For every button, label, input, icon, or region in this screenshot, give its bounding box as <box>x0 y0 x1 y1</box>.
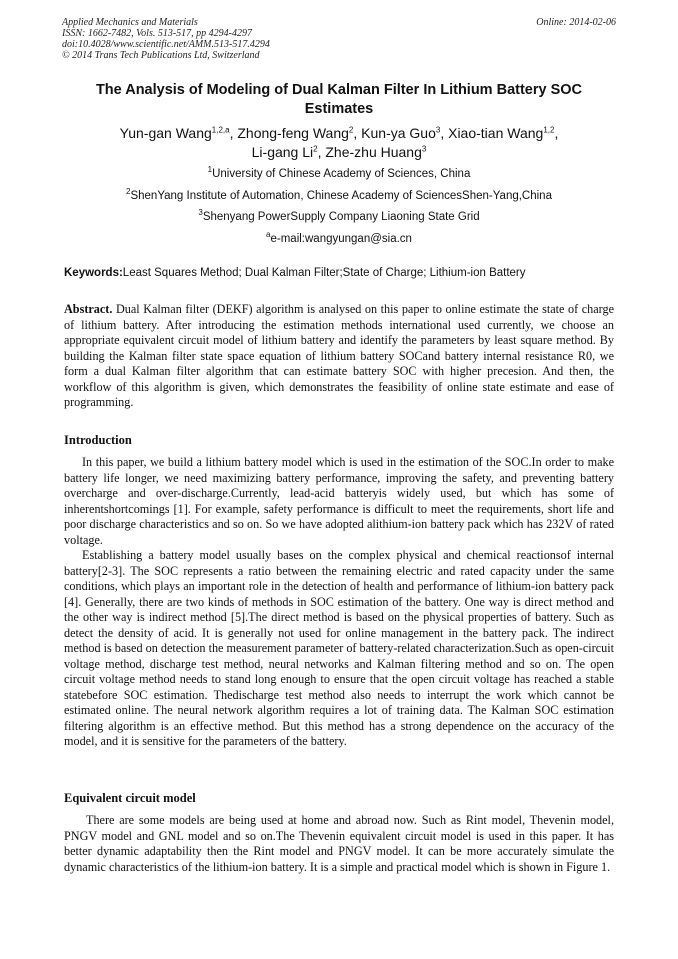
journal-header <box>62 17 462 61</box>
author-affil-mark: 1,2,a <box>211 125 230 135</box>
paragraph: Establishing a battery model usually bases on the complex physical and chemical reactionsof internal battery[2-3]. The SOC represents a ratio between the remaining electric and rated capacity under the same conditions, which plays an important role in the detection of health and performance of lithium-ion battery pack [4]. Generally, there are two kinds of methods in SOC estimation of the battery. One way is direct method and the other way is indirect method [5].The direct method is based on the physical properties of battery. Such as detect the density of acid. It is generally not used for online management in the battery pack. The indirect method is based on detection the measurement parameter of battery-related characterization.Such as open-circuit voltage method, discharge test method, neural networks and Kalman filtering method and so on. The open circuit voltage method needs to stand long enough to ensure that the open circuit voltage has reached a stable statebefore SOC estimation. Thedischarge test method also needs to interrupt the work which cannot be estimated online. The neural network algorithm requires a lot of training data. The Kalman SOC estimation filtering algorithm is an effective method. But this method has a strong dependence on the accuracy of the model, and it is sensitive for the parameters of the battery. <box>64 548 614 748</box>
author-name: Xiao-tian Wang <box>448 125 544 141</box>
author-email <box>62 232 616 246</box>
doi-line: doi:10.4028/www.scientific.net/AMM.513-517.4294 <box>62 39 270 50</box>
author-affil-mark: 1,2 <box>543 125 555 135</box>
introduction-body <box>64 455 614 750</box>
affiliation-text: ShenYang Institute of Automation, Chinese Academy of SciencesShen-Yang,China <box>130 190 552 202</box>
author-affil-mark: 2 <box>348 125 354 135</box>
paper-title: The Analysis of Modeling of Dual Kalman Filter In Lithium Battery SOC Estimates <box>95 82 583 117</box>
keywords-label: Keywords: <box>64 267 123 279</box>
abstract <box>64 302 614 411</box>
author-list: Yun-gan Wang$^{1,2,a}$, Zhong-feng Wang$^2$, Kun-ya Guo$^3$, Xiao-tian Wang$^{1,2}$, Li-gang Li$^2$, Zhe-zhu Huang$^3$ <box>119 125 559 160</box>
copyright-line: © 2014 Trans Tech Publications Ltd, Switzerland <box>62 50 260 61</box>
affiliation-mark: 1 <box>207 165 213 175</box>
journal-name: Applied Mechanics and Materials <box>62 17 198 28</box>
issn-line: ISSN: 1662-7482, Vols. 513-517, pp 4294-4297 <box>62 28 252 39</box>
abstract-label: Abstract. <box>64 302 113 316</box>
author-affil-mark: 2 <box>313 144 318 154</box>
author-name: Zhe-zhu Huang <box>325 144 422 160</box>
affiliation-2 <box>62 189 616 203</box>
section-heading-equivalent-circuit: Equivalent circuit model <box>64 791 196 805</box>
email-text: e-mail:wangyungan@sia.cn <box>270 233 412 245</box>
affiliation-3 <box>62 210 616 224</box>
paragraph: There are some models are being used at home and abroad now. Such as Rint model, Thevenin model, PNGV model and GNL model and so on.The Thevenin equivalent circuit model is used in this paper. It has better dynamic adaptability then the Rint model and PNGV model. It can be more accurately simulate the dynamic characteristics of the lithium-ion battery. It is a simple and practical model which is shown in Figure 1. <box>64 813 614 874</box>
section-heading-introduction: Introduction <box>64 433 132 447</box>
affiliation-text: University of Chinese Academy of Sciences, China <box>212 168 471 180</box>
affiliation-1 <box>62 167 616 181</box>
author-name: Yun-gan Wang <box>119 125 212 141</box>
affiliation-mark: a <box>266 230 271 240</box>
abstract-text: Dual Kalman filter (DEKF) algorithm is analysed on this paper to online estimate the state of charge of lithium battery. After introducing the estimation methods international used currently, we choose an appropriate equivalent circuit model of lithium battery and identify the parameters by least square method. By building the Kalman filter state space equation of lithium battery SOCand battery internal resistance R0, we form a dual Kalman filter algorithm that can estimate battery SOC with higher precesion. And then, the workflow of this algorithm is given, which demonstrates the feasibility of online state estimate and ease of programming. <box>64 302 614 409</box>
affiliation-mark: 2 <box>126 187 131 197</box>
affiliation-text: Shenyang PowerSupply Company Liaoning State Grid <box>202 211 480 223</box>
equivalent-body <box>64 813 614 875</box>
author-name: Zhong-feng Wang <box>237 125 349 141</box>
author-name: Kun-ya Guo <box>361 125 436 141</box>
affiliation-mark: 3 <box>198 208 203 218</box>
author-affil-mark: 3 <box>421 144 427 154</box>
keywords-text: Least Squares Method; Dual Kalman Filter;State of Charge; Lithium-ion Battery <box>122 267 526 279</box>
author-name: Li-gang Li <box>251 144 314 160</box>
keywords <box>64 266 624 280</box>
author-affil-mark: 3 <box>435 125 441 135</box>
paragraph: In this paper, we build a lithium battery model which is used in the estimation of the SOC.In order to make battery life longer, we need maximizing battery performance, improving the safety, and preventing battery overcharge and over-discharge.Currently, lead-acid batteryis widely used, but which has some of inherentshortcomings [1]. For example, safety performance is difficult to meet the requirements, short life and poor discharge characteristics and so on. So we have adopted alithium-ion battery pack which has 232V of rated voltage. <box>64 455 614 547</box>
online-date: Online: 2014-02-06 <box>536 17 616 28</box>
